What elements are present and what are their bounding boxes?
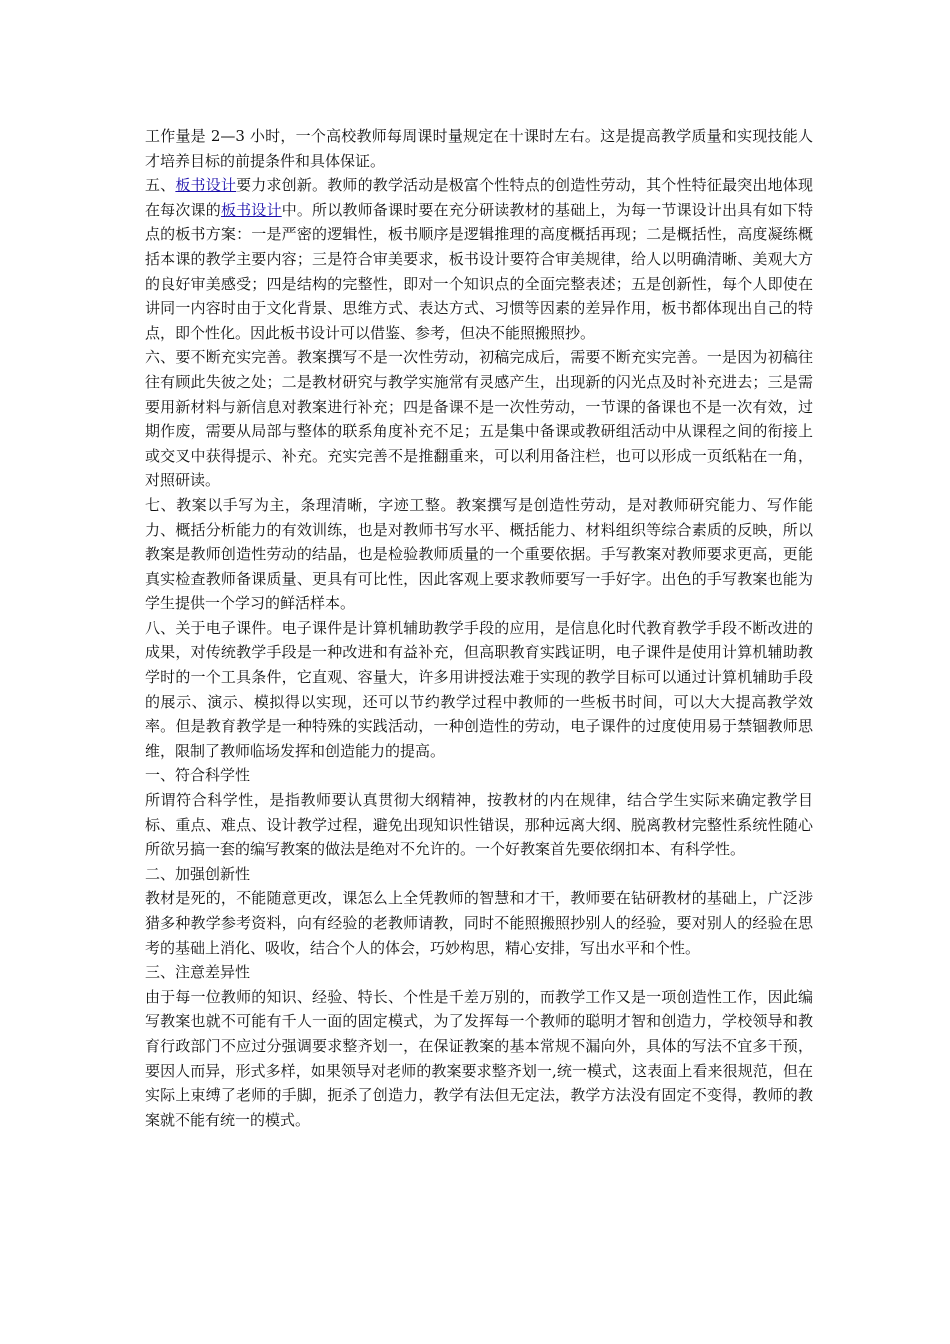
paragraph-workload: 工作量是 2—3 小时，一个高校教师每周课时量规定在十课时左右。这是提高教学质量和实现技能人才培养目标的前提条件和具体保证。: [145, 127, 813, 170]
document-body: [145, 124, 813, 1132]
paragraph-scientific: 所谓符合科学性，是指教师要认真贯彻大纲精神，按教材的内在规律，结合学生实际来确定教学目标、重点、难点、设计教学过程，避免出现知识性错误，那种远离大纲、脱离教材完整性系统性随心所欲另搞一套的编写教案的做法是绝对不允许的。一个好教案首先要依纲扣本、有科学性。: [145, 791, 813, 859]
blackboard-design-link-2[interactable]: 板书设计: [220, 200, 282, 219]
heading-innovation: 二、加强创新性: [145, 864, 251, 883]
paragraph-handwritten-plans: 七、教案以手写为主，条理清晰，字迹工整。教案撰写是创造性劳动，是对教师研究能力、写作能力、概括分析能力的有效训练，也是对教师书写水平、概括能力、材料组织等综合素质的反映，所以教案是教师创造性劳动的结晶，也是检验教师质量的一个重要依据。手写教案对教师要求更高，更能真实检查教师备课质量、更具有可比性，因此客观上要求教师要写一手好字。出色的手写教案也能为学生提供一个学习的鲜活样本。: [145, 495, 813, 613]
text-segment: 要力求创新。教师的教学活动是极富个性特点的创造性劳动，其个性特征最突出地体现在每次课的: [145, 176, 813, 219]
text-segment: 五、: [145, 176, 176, 195]
paragraph-electronic-courseware: 八、关于电子课件。电子课件是计算机辅助教学手段的应用，是信息化时代教育教学手段不断改进的成果，对传统教学手段是一种改进和有益补充，但高职教育实践证明，电子课件是使用计算机辅助教学时的一个工具条件，它直观、容量大，许多用讲授法难于实现的教学目标可以通过计算机辅助手段的展示、演示、模拟得以实现，还可以节约教学过程中教师的一些板书时间，可以大大提高教学效率。但是教育教学是一种特殊的实践活动，一种创造性的劳动，电子课件的过度使用易于禁锢教师思维，限制了教师临场发挥和创造能力的提高。: [145, 618, 813, 760]
heading-difference: 三、注意差异性: [145, 963, 251, 982]
blackboard-design-link[interactable]: 板书设计: [175, 176, 237, 195]
paragraph-continuous-improvement: 六、要不断充实完善。教案撰写不是一次性劳动，初稿完成后，需要不断充实完善。一是因为初稿往往有顾此失彼之处；二是教材研究与教学实施常有灵感产生，出现新的闪光点及时补充进去；三是需要用新材料与新信息对教案进行补充；四是备课不是一次性劳动，一节课的备课也不是一次有效，过期作废，需要从局部与整体的联系角度补充不足；五是集中备课或教研组活动中从课程之间的衔接上或交叉中获得提示、补充。充实完善不是推翻重来，可以利用备注栏，也可以形成一页纸粘在一角，对照研读。: [145, 348, 813, 490]
text-segment: 中。所以教师备课时要在充分研读教材的基础上，为每一节课设计出具有如下特点的板书方案：一是严密的逻辑性，板书顺序是逻辑推理的高度概括再现；二是概括性，高度凝练概括本课的教学主要内容；三是符合审美要求，板书设计要符合审美规律，给人以明确清晰、美观大方的良好审美感受；四是结构的完整性，即对一个知识点的全面完整表述；五是创新性，每个人即使在讲同一内容时由于文化背景、思维方式、表达方式、习惯等因素的差异作用，板书都体现出自己的特点，即个性化。因此板书设计可以借鉴、参考，但决不能照搬照抄。: [145, 200, 813, 342]
heading-scientific: 一、符合科学性: [145, 766, 251, 785]
paragraph-blackboard-design: [145, 173, 813, 345]
paragraph-difference: 由于每一位教师的知识、经验、特长、个性是千差万别的，而教学工作又是一项创造性工作，因此编写教案也就不可能有千人一面的固定模式，为了发挥每一个教师的聪明才智和创造力，学校领导和教育行政部门不应过分强调要求整齐划一，在保证教案的基本常规不漏向外，具体的写法不宜多干预，要因人而异，形式多样，如果领导对老师的教案要求整齐划一,统一模式，这表面上看来很规范，但在实际上束缚了老师的手脚，扼杀了创造力，教学有法但无定法，教学方法没有固定不变得，教师的教案就不能有统一的模式。: [145, 987, 813, 1129]
paragraph-innovation: 教材是死的，不能随意更改，课怎么上全凭教师的智慧和才干，教师要在钻研教材的基础上，广泛涉猎多种教学参考资料，向有经验的老教师请教，同时不能照搬照抄别人的经验，要对别人的经验在思考的基础上消化、吸收，结合个人的体会，巧妙构思，精心安排，写出水平和个性。: [145, 889, 813, 957]
